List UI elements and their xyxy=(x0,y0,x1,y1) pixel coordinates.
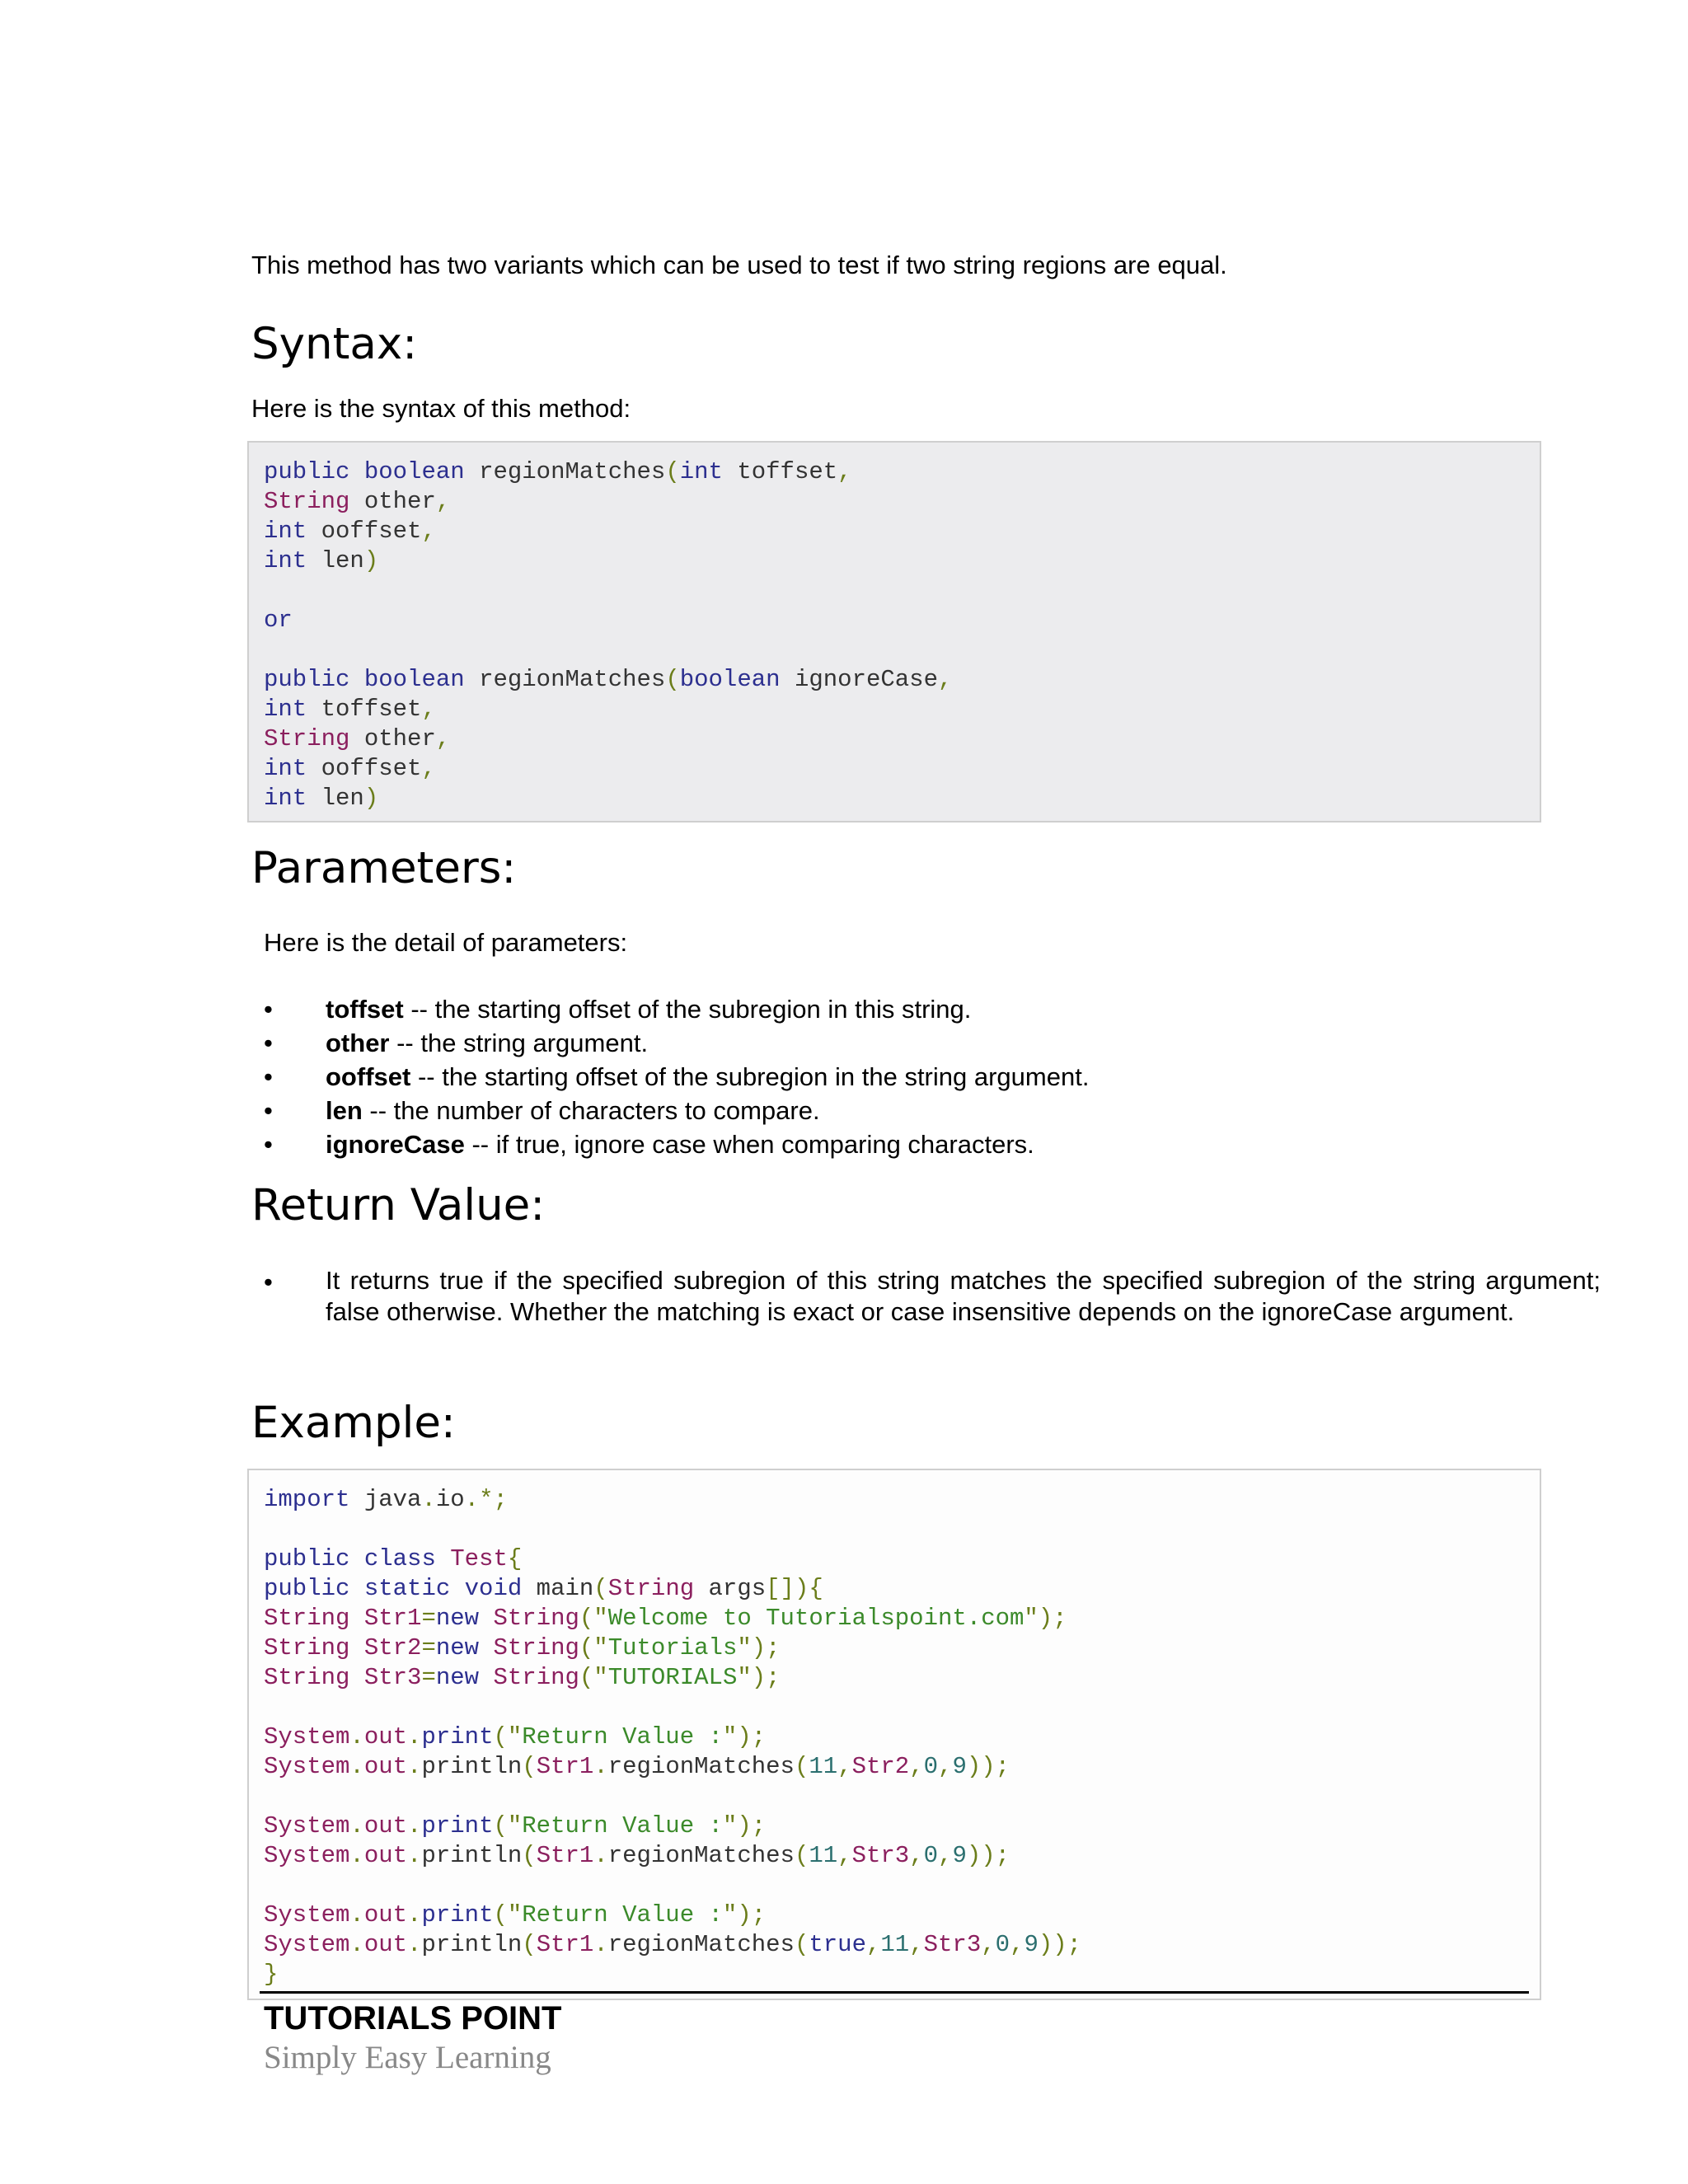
parameter-description: -- the string argument. xyxy=(389,1029,649,1057)
code-line xyxy=(264,1722,1525,1752)
code-token: String xyxy=(493,1634,579,1661)
code-token: Str1 xyxy=(536,1842,594,1869)
code-token: Return Value : xyxy=(522,1812,723,1840)
code-token: io xyxy=(435,1486,465,1513)
code-token: ) xyxy=(363,785,379,812)
code-token: . xyxy=(349,1901,364,1929)
code-token: (" xyxy=(493,1901,523,1929)
code-token: java xyxy=(363,1486,422,1513)
bullet-icon: • xyxy=(264,1029,273,1057)
code-line xyxy=(264,487,1525,517)
code-token: String xyxy=(264,1634,364,1661)
return-value-list xyxy=(251,1265,1601,1328)
code-token: System xyxy=(264,1901,350,1929)
code-token: public xyxy=(264,1545,364,1572)
code-token: ( xyxy=(522,1842,537,1869)
code-token: out xyxy=(363,1723,408,1750)
code-line xyxy=(264,1811,1525,1841)
code-token: other xyxy=(363,488,436,515)
parameter-item xyxy=(251,1026,1089,1060)
intro-text: This method has two variants which can be used to test if two string regions are equal. xyxy=(251,251,1227,279)
code-line xyxy=(264,1633,1525,1663)
code-token: , xyxy=(938,1753,953,1780)
code-token: "); xyxy=(722,1901,767,1929)
code-token: )); xyxy=(966,1753,1010,1780)
bullet-icon: • xyxy=(264,1130,273,1159)
syntax-lead: Here is the syntax of this method: xyxy=(251,394,631,423)
code-token: ( xyxy=(522,1931,537,1958)
code-token: args xyxy=(708,1575,767,1602)
code-line xyxy=(264,606,1525,635)
code-token: public xyxy=(264,666,364,693)
code-token: out xyxy=(363,1931,408,1958)
code-token: . xyxy=(407,1931,422,1958)
code-token: . xyxy=(593,1753,608,1780)
parameters-lead: Here is the detail of parameters: xyxy=(264,928,628,957)
parameter-description: -- the starting offset of the subregion in the string argument. xyxy=(410,1062,1090,1091)
code-token: = xyxy=(421,1664,436,1691)
code-token: . xyxy=(407,1753,422,1780)
code-token: 9 xyxy=(952,1842,967,1869)
code-token: 0 xyxy=(923,1753,939,1780)
code-token: 11 xyxy=(880,1931,910,1958)
code-token: String xyxy=(264,1605,364,1632)
code-token: print xyxy=(421,1723,494,1750)
code-token: System xyxy=(264,1842,350,1869)
example-heading: Example: xyxy=(251,1398,456,1448)
parameters-list xyxy=(251,992,1089,1161)
code-token: . xyxy=(593,1931,608,1958)
code-token: , xyxy=(435,488,451,515)
code-token: 0 xyxy=(923,1842,939,1869)
code-token: new xyxy=(435,1634,494,1661)
code-token: System xyxy=(264,1753,350,1780)
code-token: new xyxy=(435,1605,494,1632)
code-token: , xyxy=(909,1842,924,1869)
footer-subtitle: Simply Easy Learning xyxy=(264,2040,551,2075)
code-token: Str1 xyxy=(536,1931,594,1958)
code-line xyxy=(264,1871,1525,1900)
code-token: (" xyxy=(579,1664,608,1691)
code-token: ooffset xyxy=(321,755,422,782)
code-token: . xyxy=(349,1842,364,1869)
code-line xyxy=(264,1782,1525,1811)
code-line xyxy=(264,1544,1525,1574)
code-token: out xyxy=(363,1812,408,1840)
code-token: regionMatches xyxy=(607,1931,795,1958)
code-line xyxy=(264,517,1525,546)
code-token: ( xyxy=(593,1575,608,1602)
code-token: int xyxy=(679,458,738,485)
code-token: Str1 xyxy=(536,1753,594,1780)
parameter-name: toffset xyxy=(326,995,404,1024)
code-line xyxy=(264,665,1525,695)
code-token: , xyxy=(981,1931,996,1958)
code-token: (" xyxy=(579,1634,608,1661)
code-token: out xyxy=(363,1842,408,1869)
code-token: , xyxy=(837,458,852,485)
code-token: "); xyxy=(1024,1605,1067,1632)
code-token: Str1 xyxy=(363,1605,422,1632)
code-token: ( xyxy=(794,1931,809,1958)
parameter-name: ignoreCase xyxy=(326,1130,465,1159)
code-line xyxy=(264,1900,1525,1930)
code-token: main xyxy=(536,1575,594,1602)
code-token: int xyxy=(264,547,321,574)
code-token: . xyxy=(349,1753,364,1780)
code-line xyxy=(264,754,1525,784)
code-token: boolean xyxy=(363,666,480,693)
code-token: "); xyxy=(722,1723,767,1750)
code-token: . xyxy=(407,1842,422,1869)
code-token: import xyxy=(264,1486,364,1513)
parameter-description: -- the starting offset of the subregion in this string. xyxy=(403,995,972,1024)
code-line xyxy=(264,1930,1525,1960)
example-code-block xyxy=(247,1469,1541,2000)
code-token: Str3 xyxy=(923,1931,982,1958)
parameter-name: ooffset xyxy=(326,1062,411,1091)
code-token: regionMatches xyxy=(479,458,666,485)
code-token: boolean xyxy=(363,458,480,485)
bullet-icon: • xyxy=(264,1268,273,1296)
code-token: String xyxy=(493,1664,579,1691)
code-token: , xyxy=(866,1931,881,1958)
code-token: ( xyxy=(665,666,680,693)
code-token: . xyxy=(407,1812,422,1840)
code-token: toffset xyxy=(737,458,838,485)
code-token: TUTORIALS xyxy=(607,1664,738,1691)
code-token: print xyxy=(421,1901,494,1929)
code-token: Str2 xyxy=(363,1634,422,1661)
code-token: int xyxy=(264,755,321,782)
code-token: println xyxy=(421,1753,523,1780)
code-line xyxy=(264,1485,1525,1515)
code-token: 9 xyxy=(952,1753,967,1780)
code-line xyxy=(264,457,1525,487)
code-token: boolean xyxy=(679,666,795,693)
code-token: (" xyxy=(493,1723,523,1750)
code-token: ooffset xyxy=(321,518,422,545)
parameter-item xyxy=(251,1094,1089,1127)
code-token: "); xyxy=(722,1812,767,1840)
code-token: Return Value : xyxy=(522,1723,723,1750)
code-token: String xyxy=(264,488,364,515)
code-token: { xyxy=(507,1545,523,1572)
code-token: Test xyxy=(450,1545,508,1572)
list-item xyxy=(251,1265,1601,1328)
code-line xyxy=(264,546,1525,576)
code-token: (" xyxy=(579,1605,608,1632)
code-token: . xyxy=(349,1931,364,1958)
parameter-item xyxy=(251,992,1089,1026)
parameter-item xyxy=(251,1127,1089,1161)
code-line xyxy=(264,1604,1525,1633)
code-token: println xyxy=(421,1842,523,1869)
code-token: ( xyxy=(522,1753,537,1780)
code-line xyxy=(264,1752,1525,1782)
code-token: Str2 xyxy=(851,1753,910,1780)
syntax-heading: Syntax: xyxy=(251,319,418,369)
code-token: , xyxy=(837,1753,852,1780)
code-token: ( xyxy=(665,458,680,485)
code-line xyxy=(264,784,1525,813)
code-token: Welcome to Tutorialspoint.com xyxy=(607,1605,1025,1632)
code-token: len xyxy=(321,785,364,812)
bullet-icon: • xyxy=(264,1096,273,1125)
parameter-item xyxy=(251,1060,1089,1094)
code-token: 11 xyxy=(809,1842,838,1869)
code-token: , xyxy=(421,696,436,723)
code-token: , xyxy=(421,755,436,782)
parameter-name: len xyxy=(326,1096,363,1125)
code-token: public xyxy=(264,458,364,485)
code-token: = xyxy=(421,1605,436,1632)
code-token: ) xyxy=(363,547,379,574)
code-token: ( xyxy=(794,1753,809,1780)
code-token: . xyxy=(349,1812,364,1840)
code-token: int xyxy=(264,785,321,812)
code-token: public xyxy=(264,1575,364,1602)
code-token: Str3 xyxy=(851,1842,910,1869)
code-token: void xyxy=(464,1575,537,1602)
code-line xyxy=(264,1960,1525,1990)
code-token: String xyxy=(493,1605,579,1632)
code-line xyxy=(264,724,1525,754)
code-token: toffset xyxy=(321,696,422,723)
code-token: = xyxy=(421,1634,436,1661)
code-token: static xyxy=(363,1575,465,1602)
code-token: . xyxy=(593,1842,608,1869)
code-token: class xyxy=(363,1545,451,1572)
code-token: len xyxy=(321,547,364,574)
code-token: 0 xyxy=(995,1931,1010,1958)
code-token: regionMatches xyxy=(607,1753,795,1780)
code-token: []){ xyxy=(766,1575,823,1602)
code-token: regionMatches xyxy=(607,1842,795,1869)
code-token: ( xyxy=(794,1842,809,1869)
code-token: )); xyxy=(1038,1931,1082,1958)
code-token: , xyxy=(435,725,451,752)
code-token: . xyxy=(407,1901,422,1929)
code-token: out xyxy=(363,1901,408,1929)
code-token: or xyxy=(264,607,293,634)
code-token: , xyxy=(909,1753,924,1780)
footer-divider xyxy=(260,1991,1529,1994)
bullet-icon: • xyxy=(264,995,273,1024)
code-token: new xyxy=(435,1664,494,1691)
parameter-description: -- if true, ignore case when comparing characters. xyxy=(464,1130,1034,1159)
code-token: . xyxy=(349,1723,364,1750)
code-token: "); xyxy=(737,1634,781,1661)
parameter-description: -- the number of characters to compare. xyxy=(362,1096,820,1125)
code-token: true xyxy=(809,1931,866,1958)
code-token: Str3 xyxy=(363,1664,422,1691)
code-token: System xyxy=(264,1723,350,1750)
code-line xyxy=(264,1574,1525,1604)
code-line xyxy=(264,1693,1525,1722)
code-line xyxy=(264,1515,1525,1544)
code-token: print xyxy=(421,1812,494,1840)
code-line xyxy=(264,576,1525,606)
code-token: String xyxy=(607,1575,709,1602)
code-token: System xyxy=(264,1812,350,1840)
code-token: } xyxy=(264,1961,279,1988)
code-token: regionMatches xyxy=(479,666,666,693)
code-token: )); xyxy=(966,1842,1010,1869)
code-token: println xyxy=(421,1931,523,1958)
code-token: (" xyxy=(493,1812,523,1840)
return-value-heading: Return Value: xyxy=(251,1180,546,1230)
code-token: , xyxy=(938,1842,953,1869)
code-token: "); xyxy=(737,1664,781,1691)
code-token: ignoreCase xyxy=(794,666,938,693)
code-line xyxy=(264,695,1525,724)
code-token: 9 xyxy=(1024,1931,1039,1958)
footer-title: TUTORIALS POINT xyxy=(264,2000,562,2036)
code-token: Return Value : xyxy=(522,1901,723,1929)
code-token: out xyxy=(363,1753,408,1780)
code-token: , xyxy=(837,1842,852,1869)
return-value-text: It returns true if the specified subregion of this string matches the specified subregion of the string argument; false otherwise. Whether the matching is exact or case insensitive depends on the ignoreCase argument. xyxy=(326,1266,1601,1326)
parameters-heading: Parameters: xyxy=(251,843,517,893)
code-token: int xyxy=(264,696,321,723)
code-token: . xyxy=(407,1723,422,1750)
code-line xyxy=(264,635,1525,665)
bullet-icon: • xyxy=(264,1062,273,1091)
code-token: Tutorials xyxy=(607,1634,738,1661)
code-token: other xyxy=(363,725,436,752)
code-token: . xyxy=(421,1486,436,1513)
code-token: System xyxy=(264,1931,350,1958)
code-token: , xyxy=(937,666,953,693)
code-token: , xyxy=(909,1931,924,1958)
code-line xyxy=(264,1841,1525,1871)
syntax-code-block xyxy=(247,441,1541,823)
code-token: String xyxy=(264,725,364,752)
code-token: , xyxy=(1010,1931,1025,1958)
code-token: String xyxy=(264,1664,364,1691)
code-token: 11 xyxy=(809,1753,838,1780)
code-token: int xyxy=(264,518,321,545)
code-line xyxy=(264,1663,1525,1693)
code-token: , xyxy=(421,518,436,545)
code-token: .*; xyxy=(464,1486,508,1513)
parameter-name: other xyxy=(326,1029,390,1057)
